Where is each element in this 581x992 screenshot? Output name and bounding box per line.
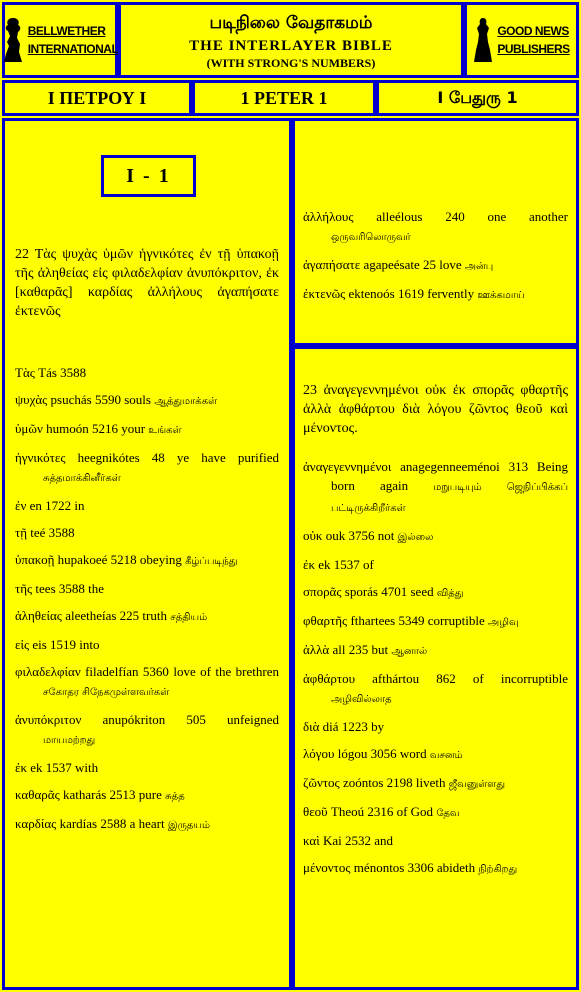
word-entry-text: ἀληθείας aleetheías 225 truth [15,608,167,623]
chapter-label: I - 1 [101,155,196,197]
word-entry-text: μένοντος ménontos 3306 abideth [303,860,476,875]
word-entry-text: ἀλλὰ all 235 but [303,642,389,657]
word-entry-tamil: அன்பு [464,261,494,272]
word-entry [15,635,279,654]
word-entry [15,496,279,515]
word-entry-text: ὑμῶν humoón 5216 your [15,421,146,436]
word-entry [15,606,279,627]
word-entry [15,579,279,598]
word-entry-text: ὑπακοῇ hupakoeé 5218 obeying [15,552,182,567]
word-entry-text: ἀγαπήσατε agapeésate 25 love [303,257,462,272]
word-entry-tamil: மாயமற்றது [43,735,96,746]
good-news-logo [464,2,579,78]
word-entry [15,785,279,806]
word-entry [15,710,279,750]
word-entry [303,773,568,794]
word-entry [303,831,568,850]
left-column [2,118,292,990]
book-tamil: I பேதுரு 1 [376,80,579,116]
word-entry-tamil: சத்தியம் [170,612,208,623]
word-entry [15,758,279,777]
word-entry-tamil: தேவ [436,808,460,819]
right-logo-line1: GOOD NEWS [497,24,569,38]
verse-23-text: 23 ἀναγεγεννημένοι οὐκ ἐκ σπορᾶς φθαρτῆς ἀλλὰ ἀφθάρτου διὰ λόγου ζῶντος θεοῦ καὶ μένοντος. [303,383,568,436]
word-entry [303,255,568,276]
verse-23-word-list [303,457,568,887]
word-entry-tamil: சுத்தமாக்கினீர்கள் [43,473,121,484]
right-bottom-column [292,346,579,990]
word-entry-tamil: மறுபடியும் ஜெநிப்பிக்கப் பட்டிருக்கிறீர்கள் [331,482,569,514]
word-entry [15,448,279,488]
word-entry-text: ἀνυπόκριτον anupókriton 505 unfeigned [15,712,279,727]
word-entry-text: ψυχὰς psuchás 5590 souls [15,392,151,407]
word-entry [303,457,568,518]
left-logo-line1: BELLWETHER [27,24,106,38]
word-entry-text: τῆς tees 3588 the [15,581,105,596]
word-entry-tamil: ஆனால் [391,646,428,657]
word-entry [15,550,279,571]
word-entry-text: ἡγνικότες heegnikótes 48 ye have purified [15,450,279,465]
word-entry [15,523,279,542]
left-logo-line2: INTERNATIONAL [27,42,119,56]
word-entry-tamil: ஜீவனுள்ளது [448,779,505,790]
word-entry-tamil: ஒருவரிலொருவர் [331,232,411,243]
word-entry-text: διὰ diá 1223 by [303,719,385,734]
word-entry-text: ἐν en 1722 in [15,498,85,513]
word-entry-text: τῇ teé 3588 [15,525,75,540]
verse-22-text: 22 Τὰς ψυχὰς ὑμῶν ἡγνικότες ἐν τῇ ὑπακοῇ τῆς ἀληθείας εἰς φιλαδελφίαν ἀνυπόκριτον, ἐκ [καθαρᾶς] καρδίας ἀλλήλους ἀγαπήσατε ἐκτενῶς [15,247,279,319]
word-entry [303,555,568,574]
word-entry [15,662,279,702]
word-entry-tamil: வித்து [436,588,464,599]
word-entry-tamil: உங்கள் [148,425,182,436]
word-entry [303,526,568,547]
right-top-column [292,118,579,346]
word-entry-text: Τὰς Tás 3588 [15,365,87,380]
page-subtitle: (WITH STRONG'S NUMBERS) [206,56,376,70]
verse-22-word-list [15,363,279,843]
title-tamil: படிநிலை வேதாகமம் [209,13,373,33]
word-entry-text: λόγου lógou 3056 word [303,746,427,761]
word-entry-text: φθαρτῆς fthartees 5349 corruptible [303,613,485,628]
word-entry-text: φιλαδελφίαν filadelfían 5360 love of the brethren [15,664,279,679]
page-title: THE INTERLAYER BIBLE [189,38,393,54]
word-entry-tamil: சகோதர சிநேகமுள்ளவர்கள் [43,687,170,698]
word-entry [303,744,568,765]
bellwether-logo [2,2,118,78]
good-news-figure-icon [473,16,493,64]
word-entry-tamil: சுத்த [165,791,185,802]
word-entry-tamil: ஆத்துமாக்கள் [154,396,218,407]
word-entry-text: ἐκτενῶς ektenoós 1619 fervently [303,286,475,301]
word-entry-tamil: அழிவு [487,617,519,628]
word-entry [303,284,568,305]
right-logo-line2: PUBLISHERS [497,42,570,56]
word-entry-tamil: அழிவில்லாத [331,694,392,705]
word-entry-tamil: வசனம் [429,750,463,761]
word-entry-tamil: நிற்கிறது [478,864,518,875]
word-entry-text: σπορᾶς sporás 4701 seed [303,584,434,599]
word-entry [303,669,568,709]
bellwether-ram-icon [2,16,24,64]
verse-22-continued-word-list [303,207,568,313]
word-entry-text: καρδίας kardías 2588 a heart [15,816,165,831]
word-entry [303,207,568,247]
word-entry [15,814,279,835]
word-entry [303,640,568,661]
word-entry-text: ἀφθάρτου afthártou 862 of incorruptible [303,671,568,686]
word-entry-text: θεοῦ Theoú 2316 of God [303,804,434,819]
book-greek: Ι ΠΕΤΡΟΥ Ι [2,80,192,116]
word-entry-tamil: இல்லை [397,532,434,543]
word-entry [303,717,568,736]
word-entry [303,611,568,632]
word-entry [303,858,568,879]
word-entry-text: εἰς eis 1519 into [15,637,100,652]
word-entry-text: οὐκ ouk 3756 not [303,528,395,543]
word-entry [15,363,279,382]
word-entry-tamil: ஊக்கமாய் [477,290,525,301]
book-english: 1 PETER 1 [192,80,376,116]
word-entry-text: καὶ Kai 2532 and [303,833,394,848]
word-entry-text: ἐκ ek 1537 of [303,557,374,572]
word-entry-text: καθαρᾶς katharás 2513 pure [15,787,162,802]
title-block [118,2,464,78]
word-entry-text: ζῶντος zoóntos 2198 liveth [303,775,446,790]
word-entry-text: ἐκ ek 1537 with [15,760,99,775]
word-entry-text: ἀλλήλους alleélous 240 one another [303,209,568,224]
word-entry-text: ἀναγεγεννημένοι anagegenneeménoi 313 Being born again [303,459,568,493]
word-entry-tamil: கீழ்ப்படிந்து [185,556,238,567]
word-entry [15,390,279,411]
word-entry-tamil: இருதயம் [167,820,210,831]
word-entry [15,419,279,440]
word-entry [303,802,568,823]
word-entry [303,582,568,603]
